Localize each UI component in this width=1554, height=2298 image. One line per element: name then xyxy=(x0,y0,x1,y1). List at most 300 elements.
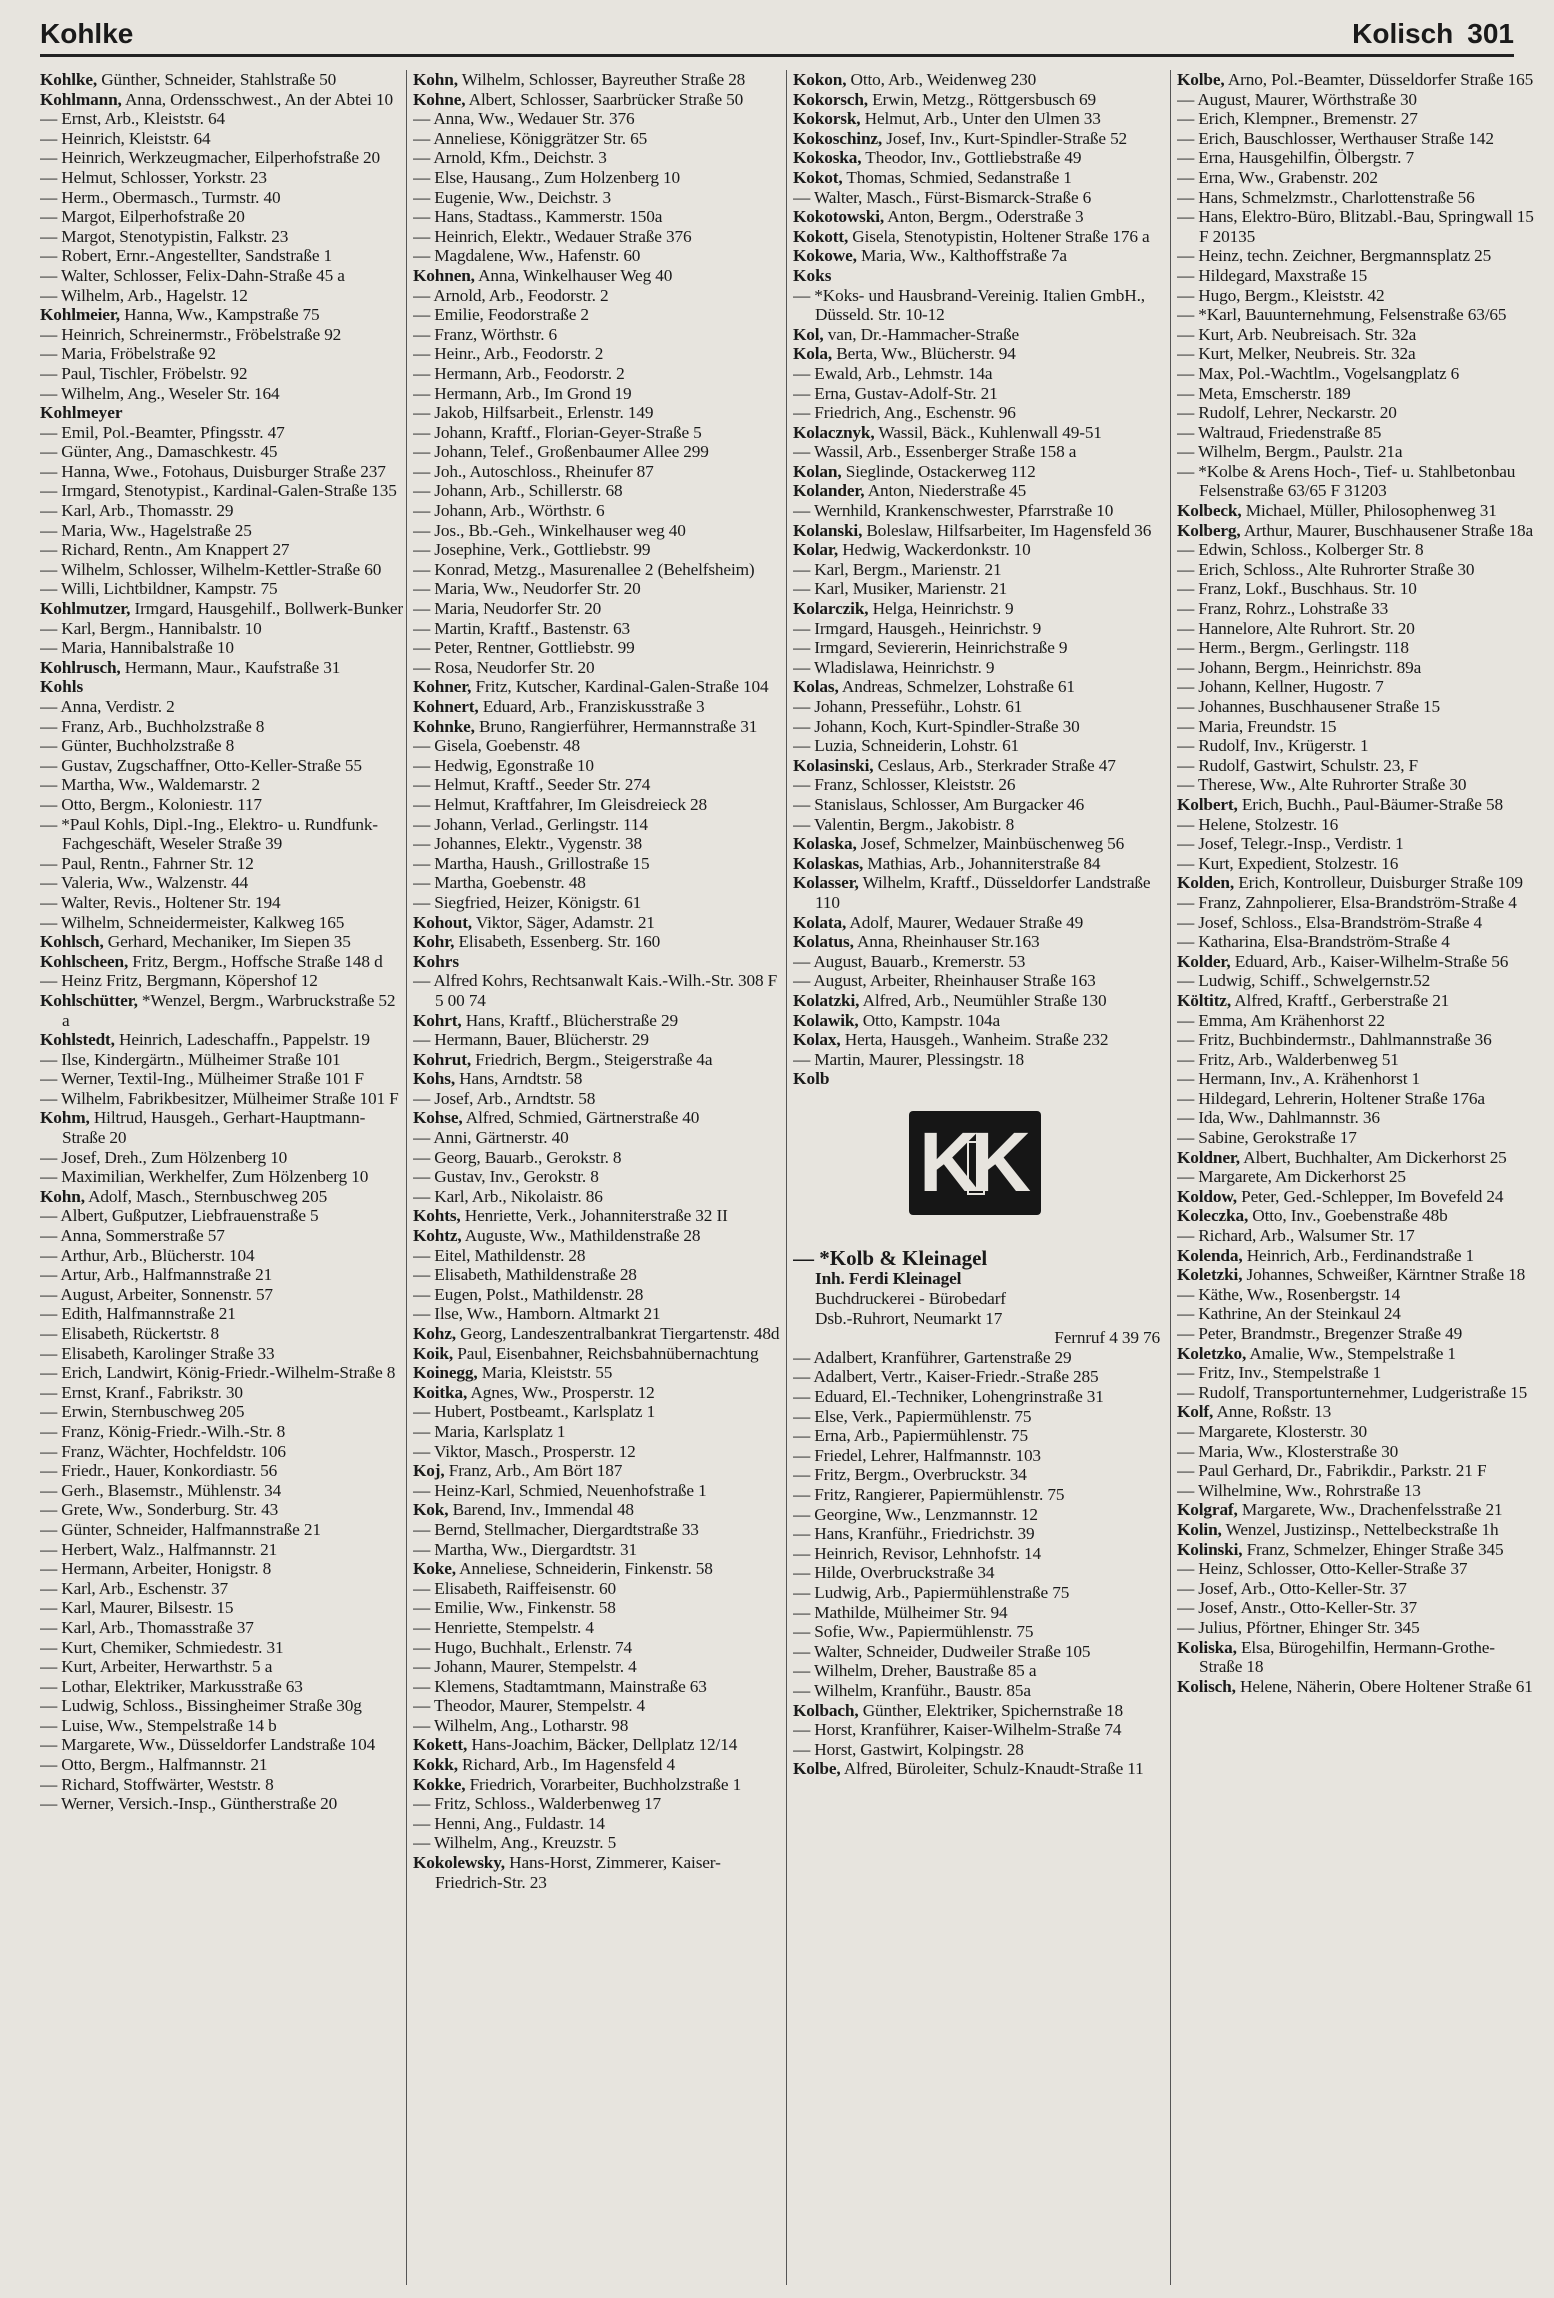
entry-details: — Gerh., Blasemstr., Mühlenstr. 34 xyxy=(40,1480,282,1500)
entry-details: Fritz, Kutscher, Kardinal-Galen-Straße 104 xyxy=(475,677,769,697)
entry-details: — Ida, Ww., Dahlmannstr. 36 xyxy=(1177,1108,1380,1128)
entry-details: — Elisabeth, Raiffeisenstr. 60 xyxy=(413,1578,617,1598)
directory-entry xyxy=(1177,1461,1537,1481)
entry-details: — Herm., Obermasch., Turmstr. 40 xyxy=(40,187,281,207)
directory-entry xyxy=(413,1030,780,1050)
entry-surname: Kohrut, xyxy=(413,1049,471,1069)
directory-entry xyxy=(1177,1265,1537,1285)
entry-surname: Kolgraf, xyxy=(1177,1500,1238,1520)
directory-entry xyxy=(413,1461,780,1481)
directory-entry xyxy=(40,775,407,795)
entry-details: — Hedwig, Egonstraße 10 xyxy=(413,755,594,775)
entry-details: — Margot, Stenotypistin, Falkstr. 23 xyxy=(40,226,289,246)
directory-entry xyxy=(1177,1559,1537,1579)
directory-entry xyxy=(40,913,407,933)
entry-details: — Edith, Halfmannstraße 21 xyxy=(40,1304,236,1324)
directory-entry xyxy=(40,501,407,521)
entry-surname: Koleczka, xyxy=(1177,1206,1249,1226)
directory-entry xyxy=(40,736,407,756)
directory-entry xyxy=(40,815,407,854)
entry-surname: Kolder, xyxy=(1177,951,1231,971)
directory-entry xyxy=(1177,638,1537,658)
entry-surname: Koliska, xyxy=(1177,1637,1237,1657)
entry-details: — August, Arbeiter, Rheinhauser Straße 163 xyxy=(793,971,1096,991)
entry-details: Erich, Kontrolleur, Duisburger Straße 109 xyxy=(1238,873,1523,893)
directory-entry xyxy=(413,1226,780,1246)
column-2 xyxy=(413,70,780,2290)
directory-entry xyxy=(40,1696,407,1716)
directory-entry xyxy=(40,1481,407,1501)
entry-details: Bruno, Rangierführer, Hermannstraße 31 xyxy=(479,716,758,736)
entry-surname: Kolarczik, xyxy=(793,599,869,619)
directory-entry xyxy=(793,1030,1160,1050)
directory-entry xyxy=(1177,1402,1537,1422)
directory-entry xyxy=(793,1465,1160,1485)
entry-details: — Horst, Kranführer, Kaiser-Wilhelm-Straße 74 xyxy=(793,1720,1122,1740)
entry-details: — Kurt, Arb. Neubreisach. Str. 32a xyxy=(1177,324,1417,344)
directory-entry xyxy=(413,521,780,541)
directory-entry xyxy=(40,286,407,306)
directory-entry xyxy=(793,971,1160,991)
directory-entry xyxy=(413,540,780,560)
directory-entry xyxy=(793,815,1160,835)
directory-entry xyxy=(1177,423,1537,443)
entry-details: — Wilhelm, Arb., Hagelstr. 12 xyxy=(40,285,248,305)
entry-details: — Karl, Musiker, Marienstr. 21 xyxy=(793,579,1008,599)
directory-entry xyxy=(1177,1383,1537,1403)
directory-entry xyxy=(1177,677,1537,697)
entry-surname: Koik, xyxy=(413,1343,454,1363)
entry-details: Otto, Inv., Goebenstraße 48b xyxy=(1252,1206,1448,1226)
directory-entry xyxy=(793,1681,1160,1701)
directory-entry xyxy=(793,638,1160,658)
directory-entry xyxy=(40,521,407,541)
entry-details: Alfred, Kraftf., Gerberstraße 21 xyxy=(1234,990,1450,1010)
entry-details: — Ilse, Ww., Hamborn. Altmarkt 21 xyxy=(413,1304,661,1324)
entry-details: — Helmut, Kraftfahrer, Im Gleisdreieck 28 xyxy=(413,794,708,814)
directory-entry xyxy=(413,1442,780,1462)
entry-surname: Kohner, xyxy=(413,677,472,697)
entry-details: — Arnold, Arb., Feodorstr. 2 xyxy=(413,285,609,305)
entry-details: — Maria, Karlsplatz 1 xyxy=(413,1421,566,1441)
directory-entry xyxy=(40,1618,407,1638)
entry-surname: Koldner, xyxy=(1177,1147,1240,1167)
directory-entry xyxy=(40,1363,407,1383)
column-1 xyxy=(40,70,407,2290)
entry-details: — Elisabeth, Rückertstr. 8 xyxy=(40,1324,219,1343)
directory-entry xyxy=(413,481,780,501)
entry-details: Albert, Buchhalter, Am Dickerhorst 25 xyxy=(1243,1147,1507,1167)
directory-entry xyxy=(1177,168,1537,188)
directory-entry xyxy=(793,775,1160,795)
entry-surname: Kohlscheen, xyxy=(40,951,129,971)
entry-details: Günther, Elektriker, Spichernstraße 18 xyxy=(862,1700,1123,1720)
directory-entry xyxy=(40,442,407,462)
directory-entry xyxy=(413,1167,780,1187)
entry-details: — Franz, Schlosser, Kleiststr. 26 xyxy=(793,775,1016,795)
entry-details: — Helmut, Kraftf., Seeder Str. 274 xyxy=(413,775,651,795)
directory-entry xyxy=(40,168,407,188)
directory-entry xyxy=(793,1603,1160,1623)
entry-surname: Kolaska, xyxy=(793,834,857,854)
entry-details: Helmut, Arb., Unter den Ulmen 33 xyxy=(864,109,1101,129)
entry-details: — Anna, Sommerstraße 57 xyxy=(40,1226,225,1246)
entry-details: — Kathrine, An der Steinkaul 24 xyxy=(1177,1304,1401,1324)
entry-details: — Karl, Arb., Thomasstr. 29 xyxy=(40,501,234,521)
directory-entry xyxy=(793,873,1160,912)
entry-details: — Walter, Schneider, Dudweiler Straße 105 xyxy=(793,1641,1091,1661)
directory-entry xyxy=(413,1559,780,1579)
entry-details: — Karl, Arb., Nikolaistr. 86 xyxy=(413,1186,603,1206)
directory-entry xyxy=(40,893,407,913)
entry-details: — Irmgard, Stenotypist., Kardinal-Galen-Straße 135 xyxy=(40,481,397,501)
entry-surname: Költitz, xyxy=(1177,990,1231,1010)
entry-details: — Arnold, Kfm., Deichstr. 3 xyxy=(413,148,607,168)
directory-entry xyxy=(40,1304,407,1324)
directory-entry xyxy=(40,1638,407,1658)
directory-entry xyxy=(413,1481,780,1501)
entry-details: — Mathilde, Mülheimer Str. 94 xyxy=(793,1602,1008,1622)
directory-entry xyxy=(793,246,1160,266)
directory-entry xyxy=(793,129,1160,149)
entry-surname: Kolawik, xyxy=(793,1010,859,1030)
directory-entry xyxy=(413,736,780,756)
entry-details: — Joh., Autoschloss., Rheinufer 87 xyxy=(413,461,654,481)
directory-entry xyxy=(40,991,407,1030)
directory-entry xyxy=(40,266,407,286)
entry-details: Hans-Joachim, Bäcker, Dellplatz 12/14 xyxy=(471,1735,738,1755)
entry-details: — Emma, Am Krähenhorst 22 xyxy=(1177,1010,1385,1030)
directory-entry xyxy=(413,1206,780,1226)
directory-entry xyxy=(40,1265,407,1285)
directory-entry xyxy=(40,305,407,325)
entry-details: — Franz, Lokf., Buschhaus. Str. 10 xyxy=(1177,579,1417,599)
page-header xyxy=(40,14,1514,57)
entry-details: — Josef, Schloss., Elsa-Brandström-Straße 4 xyxy=(1177,912,1483,932)
entry-details: — Irmgard, Seviererin, Heinrichstraße 9 xyxy=(793,638,1068,658)
directory-entry xyxy=(1177,854,1537,874)
entry-details: — Stanislaus, Schlosser, Am Burgacker 46 xyxy=(793,794,1085,814)
entry-details: Wenzel, Justizinsp., Nettelbeckstraße 1h xyxy=(1225,1519,1499,1539)
entry-details: — Paul, Tischler, Fröbelstr. 92 xyxy=(40,363,248,383)
directory-entry xyxy=(413,1011,780,1031)
directory-entry xyxy=(793,854,1160,874)
entry-details: Elsa, Bürogehilfin, Hermann-Grothe-Straße 18 xyxy=(1199,1637,1495,1677)
entry-details: — Elisabeth, Karolinger Straße 33 xyxy=(40,1343,275,1363)
directory-entry xyxy=(413,325,780,345)
entry-details: Fritz, Bergm., Hoffsche Straße 148 d xyxy=(132,951,383,971)
entry-details: Anton, Niederstraße 45 xyxy=(867,481,1027,501)
entry-details: — Günter, Buchholzstraße 8 xyxy=(40,736,235,756)
entry-details: — Hans, Stadtass., Kammerstr. 150a xyxy=(413,207,663,227)
entry-surname: Kokon, xyxy=(793,70,847,89)
entry-surname: Kohrs xyxy=(413,951,460,971)
directory-entry xyxy=(793,913,1160,933)
entry-surname: Kolax, xyxy=(793,1030,841,1050)
directory-entry xyxy=(793,1642,1160,1662)
entry-details: — Johann, Telef., Großenbaumer Allee 299 xyxy=(413,442,709,462)
entry-surname: Kohts, xyxy=(413,1206,461,1226)
entry-details: — Johann, Arb., Wörthstr. 6 xyxy=(413,501,605,521)
entry-details: — Jakob, Hilfsarbeit., Erlenstr. 149 xyxy=(413,403,654,423)
directory-entry xyxy=(40,1246,407,1266)
directory-entry xyxy=(413,1598,780,1618)
entry-details: — Maria, Hannibalstraße 10 xyxy=(40,638,234,658)
directory-entry xyxy=(413,384,780,404)
entry-details: — Franz, Wörthstr. 6 xyxy=(413,324,558,344)
entry-details: — Johann, Arb., Schillerstr. 68 xyxy=(413,481,623,501)
entry-details: — Willi, Lichtbildner, Kampstr. 75 xyxy=(40,579,278,599)
directory-entry xyxy=(793,207,1160,227)
entry-details: — Erna, Ww., Grabenstr. 202 xyxy=(1177,167,1378,187)
directory-entry xyxy=(413,364,780,384)
entry-details: — Irmgard, Hausgeh., Heinrichstr. 9 xyxy=(793,618,1042,638)
directory-entry xyxy=(40,384,407,404)
entry-surname: Kolbe, xyxy=(793,1759,841,1779)
directory-entry xyxy=(793,286,1160,325)
directory-entry xyxy=(1177,90,1537,110)
entry-details: — Emilie, Ww., Finkenstr. 58 xyxy=(413,1598,616,1618)
entry-details: — Franz, König-Friedr.-Wilh.-Str. 8 xyxy=(40,1421,286,1441)
entry-surname: Kokorsk, xyxy=(793,109,861,129)
directory-entry xyxy=(793,501,1160,521)
directory-entry xyxy=(413,1638,780,1658)
entry-details: — Herbert, Walz., Halfmannstr. 21 xyxy=(40,1539,278,1559)
entry-surname: Kolatzki, xyxy=(793,990,860,1010)
entry-details: Viktor, Säger, Adamstr. 21 xyxy=(475,912,655,932)
entry-details: Adolf, Maurer, Wedauer Straße 49 xyxy=(849,912,1084,932)
directory-entry xyxy=(1177,129,1537,149)
entry-details: Irmgard, Hausgehilf., Bollwerk-Bunker xyxy=(134,599,404,619)
directory-entry xyxy=(793,1563,1160,1583)
directory-entry xyxy=(40,579,407,599)
entry-details: — Josef, Dreh., Zum Hölzenberg 10 xyxy=(40,1147,288,1167)
entry-details: — Walter, Revis., Holtener Str. 194 xyxy=(40,892,281,912)
directory-entry xyxy=(40,1108,407,1147)
directory-entry xyxy=(40,1206,407,1226)
entry-details: Hans, Kraftf., Blücherstraße 29 xyxy=(465,1010,678,1030)
directory-entry xyxy=(793,717,1160,737)
directory-entry xyxy=(40,423,407,443)
entry-surname: Kokoska, xyxy=(793,148,862,168)
entry-details: — Rudolf, Transportunternehmer, Ludgeristraße 15 xyxy=(1177,1382,1528,1402)
entry-details: — Fritz, Rangierer, Papiermühlenstr. 75 xyxy=(793,1485,1065,1504)
directory-entry xyxy=(1177,384,1537,404)
directory-entry xyxy=(40,1540,407,1560)
entry-details: — Alfred Kohrs, Rechtsanwalt Kais.-Wilh.-Str. 308 F 5 00 74 xyxy=(413,971,778,1010)
entry-details: — Wilhelm, Schneidermeister, Kalkweg 165 xyxy=(40,912,345,932)
entry-details: — Erna, Arb., Papiermühlenstr. 75 xyxy=(793,1426,1029,1446)
entry-details: — Therese, Ww., Alte Ruhrorter Straße 30 xyxy=(1177,775,1467,795)
directory-entry xyxy=(1177,952,1537,972)
entry-details: Wilhelm, Kraftf., Düsseldorfer Landstraße 110 xyxy=(815,873,1151,912)
ad-company-name: — *Kolb & Kleinagel xyxy=(793,1245,988,1270)
entry-details: Ceslaus, Arb., Sterkrader Straße 47 xyxy=(877,755,1116,775)
directory-entry xyxy=(40,1187,407,1207)
entry-details: — Ludwig, Schloss., Bissingheimer Straße 30g xyxy=(40,1696,362,1716)
directory-entry xyxy=(793,1505,1160,1525)
entry-details: — Maria, Ww., Klosterstraße 30 xyxy=(1177,1441,1399,1461)
entry-details: — Grete, Ww., Sonderburg. Str. 43 xyxy=(40,1500,279,1520)
entry-details: — Georg, Bauarb., Gerokstr. 8 xyxy=(413,1147,622,1167)
directory-entry xyxy=(1177,775,1537,795)
directory-entry xyxy=(40,344,407,364)
entry-details: Georg, Landeszentralbankrat Tiergartenstr. 48d xyxy=(460,1324,780,1343)
directory-entry xyxy=(1177,109,1537,129)
entry-details: Maria, Kleiststr. 55 xyxy=(481,1363,613,1383)
directory-entry xyxy=(793,403,1160,423)
directory-entry xyxy=(1177,1089,1537,1109)
directory-entry xyxy=(40,873,407,893)
entry-details: — Franz, Wächter, Hochfeldstr. 106 xyxy=(40,1441,286,1461)
entry-details: — Erna, Gustav-Adolf-Str. 21 xyxy=(793,383,998,403)
directory-entry xyxy=(413,1696,780,1716)
entry-surname: Kolf, xyxy=(1177,1402,1214,1422)
directory-entry xyxy=(413,1363,780,1383)
entry-surname: Kolisch, xyxy=(1177,1676,1236,1696)
directory-entry xyxy=(1177,266,1537,286)
entry-details: — Margarete, Ww., Düsseldorfer Landstraße 104 xyxy=(40,1735,376,1755)
directory-entry xyxy=(1177,697,1537,717)
directory-entry xyxy=(793,148,1160,168)
entry-details: — *Koks- und Hausbrand-Vereinig. Italien GmbH., Düsseld. Str. 10-12 xyxy=(793,285,1145,325)
entry-details: — Wassil, Arb., Essenberger Straße 158 a xyxy=(793,442,1077,462)
directory-entry xyxy=(40,971,407,991)
directory-entry xyxy=(1177,305,1537,325)
directory-entry xyxy=(793,1720,1160,1740)
entry-details: Sieglinde, Ostackerweg 112 xyxy=(845,461,1036,481)
entry-details: — Emilie, Feodorstraße 2 xyxy=(413,305,589,325)
directory-entry xyxy=(413,246,780,266)
entry-details: Anna, Rheinhauser Str.163 xyxy=(856,932,1040,952)
directory-entry xyxy=(793,1661,1160,1681)
entry-surname: Kokoschinz, xyxy=(793,128,883,148)
directory-entry xyxy=(793,619,1160,639)
entry-surname: Kokk, xyxy=(413,1755,458,1775)
entry-details: — August, Maurer, Wörthstraße 30 xyxy=(1177,89,1417,109)
entry-surname: Kokett, xyxy=(413,1735,468,1755)
entry-surname: Koletzko, xyxy=(1177,1343,1247,1363)
entry-details: — Ludwig, Arb., Papiermühlenstraße 75 xyxy=(793,1582,1070,1602)
entry-details: Agnes, Ww., Prosperstr. 12 xyxy=(470,1382,655,1402)
directory-entry xyxy=(413,619,780,639)
entry-details: — Friedrich, Ang., Eschenstr. 96 xyxy=(793,403,1016,423)
directory-entry xyxy=(793,1622,1160,1642)
entry-details: Otto, Arb., Weidenweg 230 xyxy=(850,70,1037,89)
directory-entry xyxy=(413,1324,780,1344)
directory-entry xyxy=(40,364,407,384)
directory-entry xyxy=(793,109,1160,129)
directory-entry xyxy=(1177,1344,1537,1364)
directory-entry xyxy=(413,168,780,188)
entry-surname: Kohn, xyxy=(413,70,458,89)
directory-entry xyxy=(40,1402,407,1422)
directory-entry xyxy=(40,1030,407,1050)
directory-entry xyxy=(413,344,780,364)
entry-details: — August, Bauarb., Kremerstr. 53 xyxy=(793,951,1026,971)
directory-entry xyxy=(40,188,407,208)
directory-entry xyxy=(413,1775,780,1795)
directory-entry xyxy=(1177,1069,1537,1089)
entry-surname: Kokolewsky, xyxy=(413,1853,505,1873)
directory-entry xyxy=(1177,991,1537,1011)
directory-entry xyxy=(413,893,780,913)
directory-entry xyxy=(413,1069,780,1089)
entry-details: — Anna, Verdistr. 2 xyxy=(40,697,175,716)
entry-surname: Kolden, xyxy=(1177,873,1235,893)
directory-entry xyxy=(40,1735,407,1755)
kk-logo-icon xyxy=(909,1111,1041,1215)
entry-details: — Erich, Landwirt, König-Friedr.-Wilhelm-Straße 8 xyxy=(40,1363,396,1383)
entry-details: — Martha, Haush., Grillostraße 15 xyxy=(413,853,650,873)
directory-entry xyxy=(1177,1167,1537,1187)
entry-details: — Valeria, Ww., Walzenstr. 44 xyxy=(40,873,249,893)
entry-details: — Ernst, Arb., Kleiststr. 64 xyxy=(40,109,225,129)
entry-details: — Margarete, Am Dickerhorst 25 xyxy=(1177,1167,1406,1187)
entry-details: Theodor, Inv., Gottliebstraße 49 xyxy=(865,148,1082,168)
directory-entry xyxy=(413,1716,780,1736)
entry-details: — Hilde, Overbruckstraße 34 xyxy=(793,1563,995,1583)
directory-entry xyxy=(413,1755,780,1775)
directory-entry xyxy=(413,1794,780,1814)
directory-entry xyxy=(413,1657,780,1677)
directory-entry xyxy=(793,364,1160,384)
entry-details: Thomas, Schmied, Sedanstraße 1 xyxy=(846,167,1072,187)
directory-entry xyxy=(413,1050,780,1070)
directory-entry xyxy=(40,932,407,952)
directory-entry xyxy=(793,70,1160,90)
entry-details: Hans, Arndtstr. 58 xyxy=(459,1069,583,1089)
directory-entry xyxy=(413,1285,780,1305)
directory-entry xyxy=(40,1579,407,1599)
entry-details: — Heinrich, Werkzeugmacher, Eilperhofstraße 20 xyxy=(40,148,381,168)
entry-details: Boleslaw, Hilfsarbeiter, Im Hagensfeld 36 xyxy=(866,520,1152,540)
directory-entry xyxy=(413,1853,780,1892)
entry-details: Anton, Bergm., Oderstraße 3 xyxy=(887,207,1084,227)
entry-details: Maria, Ww., Kalthoffstraße 7a xyxy=(860,246,1067,266)
entry-details: — Karl, Arb., Thomasstraße 37 xyxy=(40,1617,254,1637)
entry-details: — Eugen, Polst., Mathildenstr. 28 xyxy=(413,1284,644,1304)
entry-details: — Ernst, Kranf., Fabrikstr. 30 xyxy=(40,1382,243,1402)
entry-details: van, Dr.-Hammacher-Straße xyxy=(827,324,1019,344)
entry-details: — Karl, Arb., Eschenstr. 37 xyxy=(40,1578,228,1598)
entry-surname: Kohlschütter, xyxy=(40,990,138,1010)
directory-entry xyxy=(1177,148,1537,168)
entry-surname: Kohnert, xyxy=(413,697,479,716)
entry-details: Henriette, Verk., Johanniterstraße 32 II xyxy=(464,1206,728,1226)
directory-entry xyxy=(1177,834,1537,854)
directory-entry xyxy=(1177,462,1537,501)
directory-entry xyxy=(413,462,780,482)
directory-entry xyxy=(40,1226,407,1246)
entry-details: Gerhard, Mechaniker, Im Siepen 35 xyxy=(107,932,351,952)
directory-entry xyxy=(413,1148,780,1168)
directory-entry xyxy=(40,1089,407,1109)
entry-surname: Kolbeck, xyxy=(1177,501,1242,521)
entry-details: — Heinrich, Revisor, Lehnhofstr. 14 xyxy=(793,1543,1041,1563)
directory-entry xyxy=(793,658,1160,678)
entry-surname: Kolinski, xyxy=(1177,1539,1243,1559)
entry-details: — Karl, Maurer, Bilsestr. 15 xyxy=(40,1598,234,1618)
entry-surname: Kolasinski, xyxy=(793,755,874,775)
entry-surname: Kohlmeier, xyxy=(40,305,120,325)
directory-entry xyxy=(1177,1148,1537,1168)
entry-surname: Kohlmeyer xyxy=(40,403,123,423)
directory-entry xyxy=(793,325,1160,345)
entry-surname: Kohn, xyxy=(40,1186,85,1206)
directory-entry xyxy=(40,70,407,90)
entry-details: Peter, Ged.-Schlepper, Im Bovefeld 24 xyxy=(1241,1186,1504,1206)
